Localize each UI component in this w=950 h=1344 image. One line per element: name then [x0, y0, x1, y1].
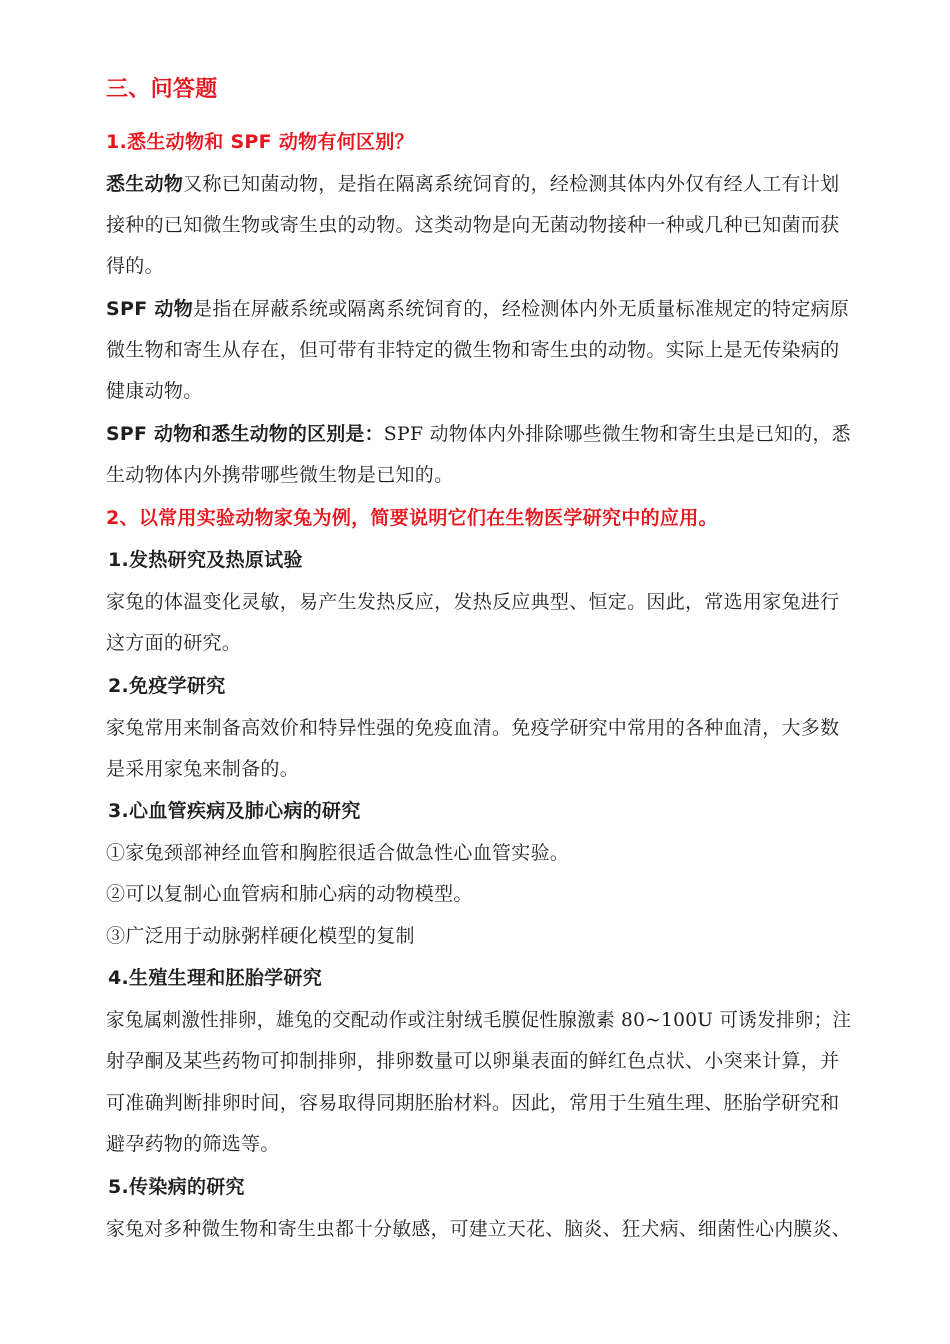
paragraph-line: 是采用家兔来制备的。	[106, 758, 300, 780]
list-item: ①家兔颈部神经血管和胸腔很适合做急性心血管实验。	[106, 842, 570, 864]
section-title: 三、问答题	[106, 77, 218, 102]
paragraph-line: 家兔属刺激性排卵，雄兔的交配动作或注射绒毛膜促性腺激素 80~100U 可诱发排卵；注	[106, 1009, 852, 1031]
paragraph-line: 健康动物。	[106, 380, 203, 402]
subsection-heading: 1.发热研究及热原试验	[108, 549, 303, 571]
paragraph-line: 家兔对多种微生物和寄生虫都十分敏感，可建立天花、脑炎、狂犬病、细菌性心内膜炎、	[106, 1218, 851, 1240]
subsection-heading: 5.传染病的研究	[108, 1176, 245, 1198]
paragraph-line: 射孕酮及某些药物可抑制排卵，排卵数量可以卵巢表面的鲜红色点状、小突来计算，并	[106, 1050, 840, 1072]
paragraph-line: 生动物体内外携带哪些微生物是已知的。	[106, 464, 454, 486]
paragraph-line: 家兔常用来制备高效价和特异性强的免疫血清。免疫学研究中常用的各种血清，大多数	[106, 717, 840, 739]
paragraph-line: 微生物和寄生从存在，但可带有非特定的微生物和寄生虫的动物。实际上是无传染病的	[106, 339, 840, 361]
paragraph-line: 接种的已知微生物或寄生虫的动物。这类动物是向无菌动物接种一种或几种已知菌而获	[106, 214, 840, 236]
text-span: 是指在屏蔽系统或隔离系统饲育的，经检测体内外无质量标准规定的特定病原	[193, 298, 850, 320]
paragraph-line: 避孕药物的筛选等。	[106, 1133, 280, 1155]
paragraph-line: 这方面的研究。	[106, 632, 242, 654]
list-item: ②可以复制心血管病和肺心病的动物模型。	[106, 883, 473, 905]
subsection-heading: 2.免疫学研究	[108, 675, 226, 697]
term-spf: SPF 动物	[106, 298, 194, 320]
text-span: SPF 动物体内外排除哪些微生物和寄生虫是已知的，悉	[383, 423, 851, 445]
list-item: ③广泛用于动脉粥样硬化模型的复制	[106, 925, 415, 947]
question-2-title: 2、以常用实验动物家兔为例，简要说明它们在生物医学研究中的应用。	[106, 507, 718, 529]
subsection-heading: 3.心血管疾病及肺心病的研究	[108, 800, 361, 822]
term-gnotobiotic: 悉生动物	[106, 173, 184, 195]
paragraph-line: 可准确判断排卵时间，容易取得同期胚胎材料。因此，常用于生殖生理、胚胎学研究和	[106, 1092, 840, 1114]
subsection-heading: 4.生殖生理和胚胎学研究	[108, 967, 323, 989]
question-1-title: 1.悉生动物和 SPF 动物有何区别？	[106, 131, 414, 153]
paragraph-line	[106, 170, 839, 198]
paragraph-line: 家兔的体温变化灵敏，易产生发热反应，发热反应典型、恒定。因此，常选用家兔进行	[106, 591, 840, 613]
paragraph-line: 得的。	[106, 255, 164, 277]
paragraph-line	[106, 295, 849, 323]
term-difference: SPF 动物和悉生动物的区别是：	[106, 423, 384, 445]
paragraph-line	[106, 420, 851, 448]
text-span: 又称已知菌动物，是指在隔离系统饲育的，经检测其体内外仅有经人工有计划	[183, 173, 840, 195]
